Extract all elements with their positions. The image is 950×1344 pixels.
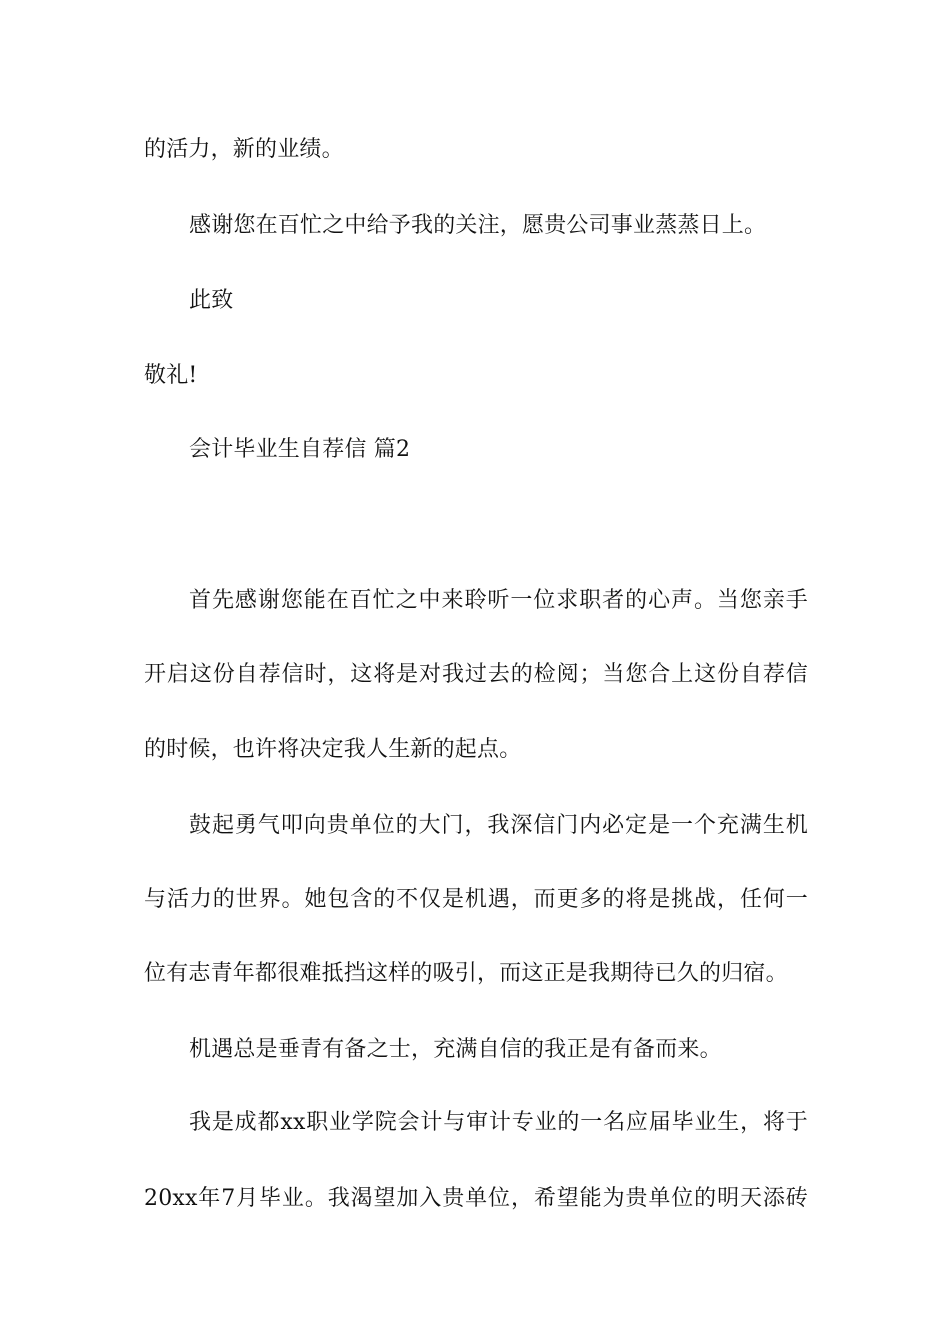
paragraph-4-line-2: 20xx年7月毕业。我渴望加入贵单位，希望能为贵单位的明天添砖 [144,1186,808,1211]
paragraph-3-line-1: 机遇总是垂青有备之士，充满自信的我正是有备而来。 [189,1037,722,1062]
paragraph-1-line-2: 开启这份自荐信时，这将是对我过去的检阅；当您合上这份自荐信 [144,662,808,687]
closing-line: 敬礼! [144,363,198,388]
paragraph-2-line-1: 鼓起勇气叩向贵单位的大门，我深信门内必定是一个充满生机 [189,813,808,838]
salutation-line: 此致 [189,288,234,313]
section-title: 会计毕业生自荐信 篇2 [189,437,411,462]
text-line-2: 感谢您在百忙之中给予我的关注，愿贵公司事业蒸蒸日上。 [189,213,767,238]
paragraph-1-line-3: 的时候，也许将决定我人生新的起点。 [144,737,522,762]
paragraph-2-line-3: 位有志青年都很难抵挡这样的吸引，而这正是我期待已久的归宿。 [144,961,788,986]
paragraph-4-line-1: 我是成都xx职业学院会计与审计专业的一名应届毕业生，将于 [189,1110,808,1135]
paragraph-2-line-2: 与活力的世界。她包含的不仅是机遇，而更多的将是挑战，任何一 [144,887,808,912]
text-line-1: 的活力，新的业绩。 [144,137,344,162]
paragraph-1-line-1: 首先感谢您能在百忙之中来聆听一位求职者的心声。当您亲手 [189,588,808,613]
